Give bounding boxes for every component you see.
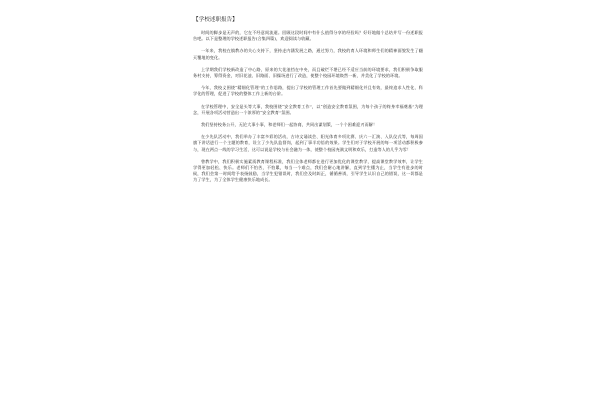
paragraph: 在少先队活动中，我们举办了丰富多彩的活动，古诗文诵读会、阳光体育多项比赛、庆六一汇演、入队仪式等，每周国旗下讲话进行一个主题的教育，设立了少先队监督岗，起到了事半功倍的效果。学生们对于学校开展的每一项活动都积极参与，现在两点一线的学习生活，这可以说是学校与社会融为一体，使整个校园充满文明和欢乐，打造等人的几乎为零！ [193, 134, 423, 152]
document-page [193, 15, 423, 385]
paragraph: 在学校管理中，安全是头等大事，我校围绕“安全教育工作”，以“创造安全教育氛围，为每个孩子的终身幸福奠基”为理念，开展各项活动营造出一个浓厚的“安全教育”氛围。 [193, 103, 423, 115]
paragraph: 我们坚持校务公开，无论大事小事，和老师们一起协商，共同出谋划策，一个个困难迎刃而解！ [201, 122, 378, 128]
paragraph: 一年来，我校在镇教办的关心支持下，坚持走内涵发展之路，通过努力，我校的育人环境和师生们的精神面貌发生了翻天覆地的变化。 [193, 48, 423, 60]
paragraph: 曾教学中，我们积极实施素质教育课程标准，我们全体老师都在进行更加优化的课堂教学，提高课堂教学效率，让学生学得更加轻松、快乐。老师们不怕苦，不怕累，每当一个难点，我们会耐心地讲解，直到学生懂为止，当学生有进步的时候，我们会第一时间给予表扬鼓励，当学生犯错误时，我们会及时纠正，循循善诱，引导学生认识自己的错误，这一切都是为了学生，为了全体学生健康快乐地成长。 [193, 158, 423, 183]
paragraph: 上学期我们学校新改造了中心路，原来的大花池挡在中央，而且破烂不堪已经不适应当前的环境要求，我们积极争取服务村支持，筹得资金，对旧花池、旧路面、旧操场进行了改造，使整个校园环境焕然一新，并美化了学校的环境。 [193, 66, 423, 79]
paragraph: 时间的脚步是无声的，它在不经意间流逝。回顾这段时间中有什么值得分享的经验吗？好好地做个总结并写一份述职报告吧。以下是整理的学校述职报告(合集四篇)，欢迎阅读与收藏。 [193, 30, 423, 42]
document-title: 【学校述职报告】 [193, 17, 238, 23]
paragraph: 今年，我校义围绕“精细化管理”的工作思路，提出了学校的管理工作首先要做到精细化并且有效，最终追求人性化、科学化的管理，促进了学校的整体工作上新的台阶。 [193, 85, 423, 97]
